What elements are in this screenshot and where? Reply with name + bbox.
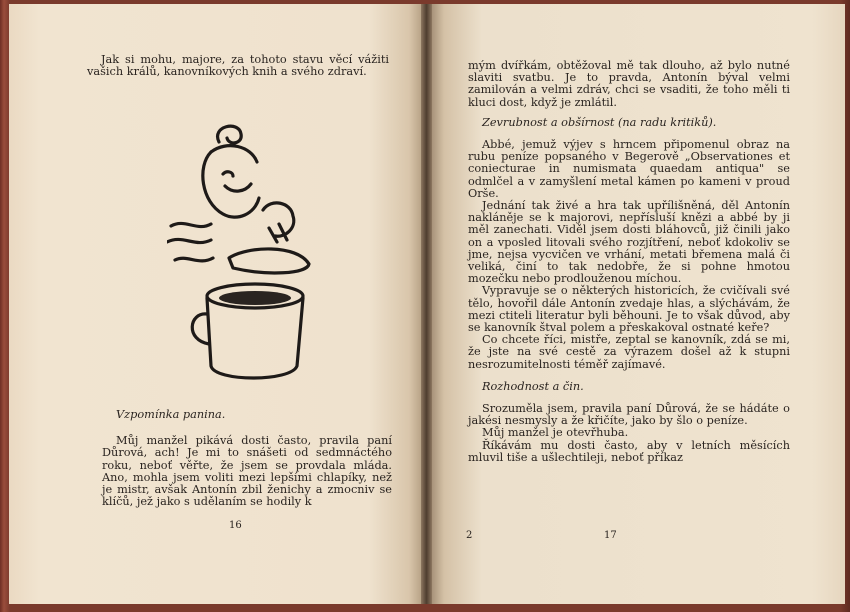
illustration-boy-with-pot <box>167 118 317 390</box>
section-heading: Zevrubnost a obšírnost (na radu kritiků). <box>482 115 717 129</box>
paragraph: Můj manžel pikává dosti často, pravila paní Důrová, ach! Je mi to snášeti od sedmnáctého roku, neboť věřte, že jsem se provdala mláda. Ano, mohla jsem voliti mezi lepšími chlapíky, než je mistr, avšak Antonín zbil ženichy a zmocniv se klíčů, jež jako s udělaním se hodily k <box>102 434 392 509</box>
paragraph: Můj manžel je otevřhuba. <box>482 426 629 440</box>
page-number: 17 <box>604 530 617 541</box>
right-text <box>468 60 790 464</box>
right-page <box>432 4 845 604</box>
paragraph: Abbé, jemuž výjev s hrncem připomenul obraz na rubu peníze popsaného v Begerově „Observationes et coniecturae in numismata quaedam antiqua" se odmlčel a v zamyšlení metal kámen po kameni v proud Orše. <box>468 138 790 200</box>
paragraph: Jednání tak živé a hra tak upřílišněná, děl Antonín nakláněje se k majorovi, nepřísluší knězi a abbé by ji měl zanechati. Viděl jsem dosti bláhovců, již činili jako on a vposled litovali svého rozjítření, neboť kdokoliv se jme, nejsa vycvičen ve vrhání, metati břemena malá či veliká, činí to tak nedobře, že si pohne hmotou mozečku nebo prodlouženou míchou. <box>468 199 790 286</box>
paragraph: Srozuměla jsem, pravila paní Důrová, že se hádáte o jakési nesmysly a že křičíte, jako by šlo o peníze. <box>468 402 790 428</box>
section-heading: Vzpomínka panina. <box>116 408 226 421</box>
paragraph: Vypravuje se o některých historicích, že cvičívali své tělo, hovořil dále Antonín zvedaje hlas, a slýchávám, že mezi ctiteli literatur byli běhouni. Je to však důvod, aby se kanovník štval polem a přeskakoval ostnaté keře? <box>468 284 790 335</box>
paragraph: mým dvířkám, obtěžoval mě tak dlouho, až bylo nutné slaviti svatbu. Je to pravda, Antonín býval velmi zamilován a velmi zdráv, chci se vsaditi, že toho měli ti kluci dost, když je zmlátil. <box>468 59 790 109</box>
book-gutter <box>421 4 432 604</box>
signature-mark: 2 <box>466 530 473 541</box>
page-number: 16 <box>229 520 242 531</box>
left-page <box>9 4 421 604</box>
paragraph: Jak si mohu, majore, za tohoto stavu věcí vážiti vašich králů, kanovníkových knih a svého zdraví. <box>87 53 389 79</box>
section-heading: Rozhodnost a čin. <box>482 379 584 393</box>
left-top-text <box>87 54 389 78</box>
left-bottom-text <box>102 409 392 508</box>
paragraph: Říkávám mu dosti často, aby v letních měsících mluvil tiše a ušlechtileji, neboť příkaz <box>468 438 790 464</box>
paragraph: Co chcete říci, mistře, zeptal se kanovník, zdá se mi, že jste na své cestě za výrazem došel až k stupni nesrozumitelnosti téměř zajímavé. <box>468 333 790 371</box>
